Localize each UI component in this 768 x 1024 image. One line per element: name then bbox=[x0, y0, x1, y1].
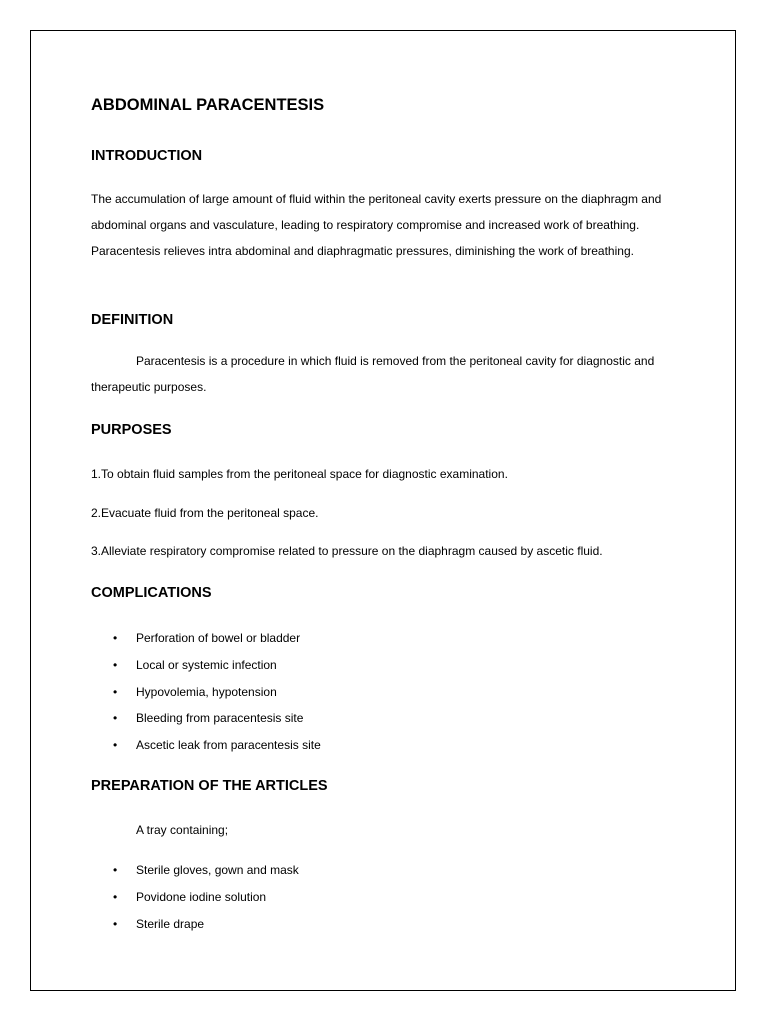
list-item bbox=[91, 657, 321, 684]
bullet-icon: • bbox=[113, 863, 118, 877]
document-title: ABDOMINAL PARACENTESIS bbox=[91, 96, 325, 114]
bullet-icon: • bbox=[113, 916, 118, 931]
list-item-text: Sterile gloves, gown and mask bbox=[136, 863, 299, 877]
bullet-icon: • bbox=[113, 657, 118, 672]
list-item-text: Bleeding from paracentesis site bbox=[136, 711, 304, 726]
list-item bbox=[91, 916, 299, 943]
list-item bbox=[91, 630, 321, 657]
introduction-heading: INTRODUCTION bbox=[91, 148, 203, 164]
preparation-list bbox=[91, 862, 299, 942]
bullet-icon: • bbox=[113, 684, 118, 699]
bullet-icon: • bbox=[113, 711, 118, 726]
complications-heading: COMPLICATIONS bbox=[91, 585, 212, 601]
bullet-icon: • bbox=[113, 631, 118, 645]
bullet-icon: • bbox=[113, 889, 118, 904]
purpose-item: 3.Alleviate respiratory compromise related to pressure on the diaphragm caused by ascetic fluid. bbox=[91, 544, 603, 558]
list-item bbox=[91, 710, 321, 737]
list-item bbox=[91, 684, 321, 711]
preparation-intro: A tray containing; bbox=[136, 823, 229, 837]
bullet-icon: • bbox=[113, 738, 118, 753]
preparation-heading: PREPARATION OF THE ARTICLES bbox=[91, 778, 328, 794]
list-item-text: Perforation of bowel or bladder bbox=[136, 631, 301, 645]
purpose-item: 2.Evacuate fluid from the peritoneal space. bbox=[91, 506, 319, 520]
document-page bbox=[30, 30, 736, 991]
list-item bbox=[91, 737, 321, 764]
list-item-text: Sterile drape bbox=[136, 916, 205, 931]
purpose-item: 1.To obtain fluid samples from the peritoneal space for diagnostic examination. bbox=[91, 467, 508, 481]
purposes-heading: PURPOSES bbox=[91, 422, 172, 438]
list-item bbox=[91, 889, 299, 916]
list-item-text: Ascetic leak from paracentesis site bbox=[136, 738, 321, 753]
list-item bbox=[91, 862, 299, 889]
list-item-text: Povidone iodine solution bbox=[136, 889, 267, 904]
list-item-text: Local or systemic infection bbox=[136, 657, 277, 672]
list-item-text: Hypovolemia, hypotension bbox=[136, 684, 277, 699]
definition-heading: DEFINITION bbox=[91, 312, 174, 328]
introduction-paragraph: The accumulation of large amount of fluid within the peritoneal cavity exerts pressure on the diaphragm and abdominal organs and vasculature, leading to respiratory compromise and increased work of breathing. Paracentesis relieves intra abdominal and diaphragmatic pressures, diminishing the work of breathing. bbox=[91, 192, 662, 258]
definition-paragraph: Paracentesis is a procedure in which fluid is removed from the peritoneal cavity for diagnostic and therapeutic purposes. bbox=[91, 354, 655, 394]
complications-list bbox=[91, 630, 321, 764]
